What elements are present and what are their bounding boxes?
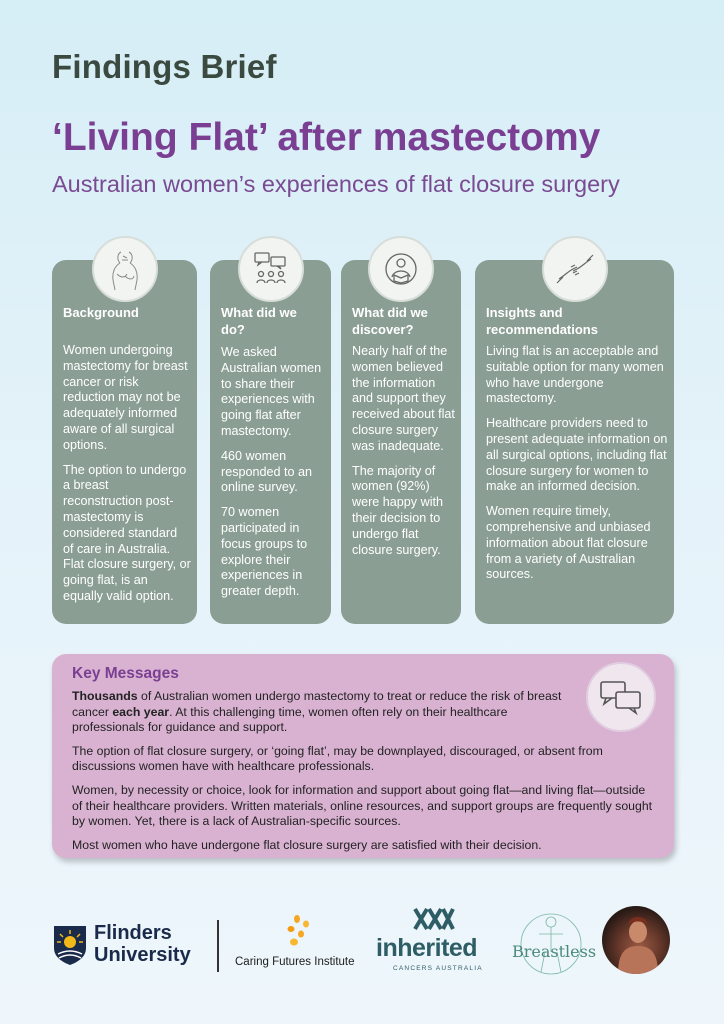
card-paragraph: We asked Australian women to share their experiences with going flat after mastectomy. <box>221 345 322 438</box>
key-messages-panel <box>52 654 674 858</box>
card-background <box>52 260 197 624</box>
card-paragraph: 460 women responded to an online survey. <box>221 448 313 495</box>
card-body <box>63 343 191 605</box>
card-paragraph: Healthcare providers need to present adequate information on all surgical options, including flat closure surgery for women to make an informed decision. <box>486 416 668 494</box>
portrait-photo <box>602 906 670 974</box>
card-body <box>352 344 455 558</box>
card-insights-recommendations <box>475 260 674 624</box>
key-message-text: of Australian women undergo mastectomy to treat or reduce the risk of breast cancer <box>72 689 562 719</box>
emphasis-text: each year <box>112 704 170 719</box>
card-paragraph: The majority of women (92%) were happy with their decision to undergo flat closure surgery. <box>352 463 444 557</box>
card-paragraph: The option to undergo a breast reconstruction post-mastectomy is considered standard of care in Australia. Flat closure surgery, or going flat, is an equally valid option. <box>63 462 191 603</box>
inherited-logo-text: inherited <box>376 934 478 962</box>
card-body <box>486 344 668 583</box>
flinders-line: Flinders <box>94 922 172 944</box>
speech-bubbles-icon <box>586 662 656 732</box>
card-heading: What did we do? <box>221 305 297 337</box>
card-paragraph: 70 women participated in focus groups to explore their experiences in greater depth. <box>221 505 308 599</box>
page-subtitle: Australian women’s experiences of flat closure surgery <box>52 171 620 197</box>
card-heading: Insights and recommendations <box>486 305 598 337</box>
flinders-shield-icon <box>52 924 88 971</box>
helping-hands-icon <box>542 236 608 302</box>
card-heading: What did we discover? <box>352 305 428 337</box>
group-discussion-icon <box>238 236 304 302</box>
person-reading-icon <box>368 236 434 302</box>
torso-sketch-icon <box>92 236 158 302</box>
caring-futures-sunburst-icon <box>283 914 313 959</box>
flinders-university-logo <box>94 922 191 966</box>
key-message-1 <box>72 689 572 736</box>
inherited-subtitle: CANCERS AUSTRALIA <box>393 965 483 972</box>
inherited-dna-icon <box>412 906 456 937</box>
key-message-4: Most women who have undergone flat closure surgery are satisfied with their decision. <box>72 837 542 852</box>
key-messages-body <box>72 689 654 853</box>
page-title: ‘Living Flat’ after mastectomy <box>52 116 601 159</box>
logo-divider <box>217 920 219 972</box>
university-line: University <box>94 944 191 966</box>
card-paragraph: Living flat is an acceptable and suitable option for many women who have undergone mastectomy. <box>486 344 664 406</box>
key-message-3: Women, by necessity or choice, look for information and support about going flat—and living flat—outside of their healthcare providers. Written materials, online resources, and support groups are frequently sought by women. Yet, there is a lack of Australian-specific sources. <box>72 782 653 829</box>
card-what-did-we-discover <box>341 260 461 624</box>
key-messages-title: Key Messages <box>72 665 179 682</box>
emphasis-text: Thousands <box>72 689 138 703</box>
breastless-logo-text: Breastless <box>512 942 597 961</box>
card-paragraph: Women require timely, comprehensive and unbiased information about flat closure from a variety of Australian sources. <box>486 504 651 582</box>
caring-futures-label: Caring Futures Institute <box>235 956 355 968</box>
key-message-2: The option of flat closure surgery, or ‘going flat’, may be downplayed, discouraged, or absent from discussions women have with healthcare professionals. <box>72 743 603 774</box>
footer-logos <box>0 900 724 1000</box>
card-paragraph: Nearly half of the women believed the information and support they received about flat closure surgery was inadequate. <box>352 344 455 453</box>
card-heading: Background <box>63 305 139 320</box>
card-what-did-we-do <box>210 260 331 624</box>
key-message-text: . At this challenging time, women often rely on their healthcare professionals for guidance and support. <box>72 704 508 735</box>
card-paragraph: Women undergoing mastectomy for breast cancer or risk reduction may not be adequately informed aware of all surgical options. <box>63 343 188 452</box>
findings-brief-label: Findings Brief <box>52 48 277 85</box>
card-body <box>221 345 325 600</box>
